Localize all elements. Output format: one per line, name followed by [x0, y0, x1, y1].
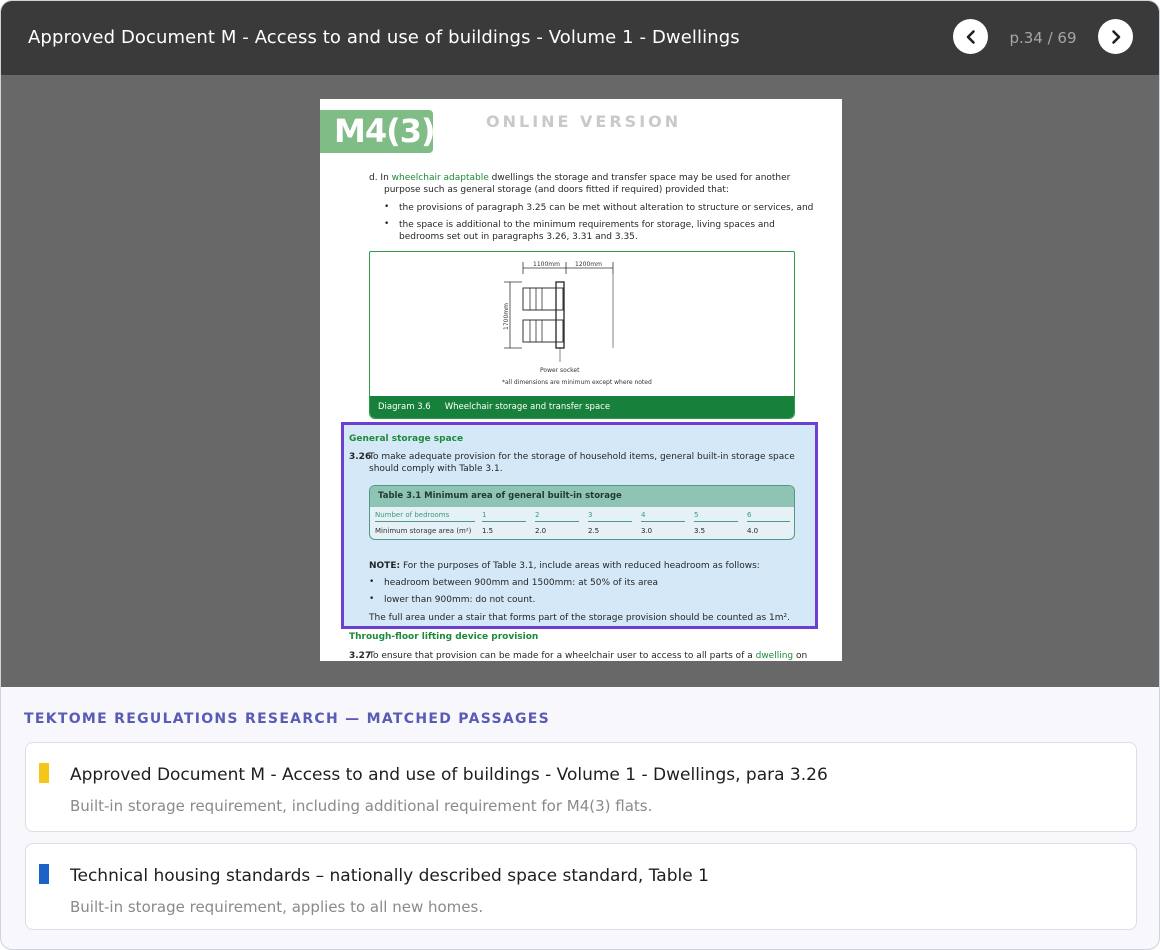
table-3-1 [369, 485, 795, 540]
dimension-label: 1100mm [533, 261, 560, 268]
page-viewer[interactable] [1, 75, 1160, 687]
viewer-header [1, 1, 1160, 75]
table-cell: 2.0 [535, 527, 547, 535]
note-bullet-2: lower than 900mm: do not count. [384, 595, 536, 605]
para-3-26-number: 3.26 [349, 452, 372, 462]
table-cell: 5 [694, 511, 699, 519]
next-page-button[interactable] [1098, 19, 1133, 54]
table-row-label: Minimum storage area (m²) [375, 527, 472, 535]
wheelchair-adaptable-link[interactable]: wheelchair adaptable [391, 173, 489, 183]
table-cell: 1 [482, 511, 487, 519]
para-3-26-line2: should comply with Table 3.1. [369, 464, 503, 474]
table-row-label: Number of bedrooms [375, 511, 450, 519]
table-cell: 4 [641, 511, 646, 519]
document-page [320, 99, 842, 661]
note-bullet-1: headroom between 900mm and 1500mm: at 50% of its area [384, 578, 659, 588]
passage-title: Technical housing standards – nationally described space standard, Table 1 [70, 866, 709, 886]
para-3-27-tail: on [793, 651, 808, 661]
power-socket-label: Power socket [540, 367, 580, 374]
para-d-line1 [369, 172, 790, 184]
document-title: Approved Document M - Access to and use of buildings - Volume 1 - Dwellings [28, 27, 740, 48]
m4-3-badge: M4(3) [320, 110, 433, 153]
matched-passage-card[interactable] [25, 843, 1137, 930]
table-cell: 2 [535, 511, 540, 519]
matched-passage-card[interactable] [25, 742, 1137, 832]
table-cell: 2.5 [588, 527, 600, 535]
online-version-watermark: ONLINE VERSION [486, 112, 682, 131]
note-text: For the purposes of Table 3.1, include areas with reduced headroom as follows: [400, 561, 760, 571]
para-d-rest: dwellings the storage and transfer space may be used for another [488, 173, 791, 183]
chevron-right-icon [1108, 29, 1124, 45]
para-3-26-line1: To make adequate provision for the storage of household items, general built-in storage space [369, 452, 795, 462]
para-3-27-text [369, 650, 807, 661]
source-marker [39, 864, 49, 884]
previous-page-button[interactable] [953, 19, 988, 54]
dwelling-link[interactable]: dwelling [755, 651, 794, 661]
source-marker [39, 763, 49, 783]
diagram-caption [370, 396, 794, 418]
table-cell: 6 [747, 511, 752, 519]
page-counter: p.34 / 69 [1009, 29, 1077, 47]
diagram-caption-label: Diagram 3.6 [378, 402, 431, 412]
bullet-dot: • [384, 202, 390, 212]
table-note [369, 560, 760, 572]
dimensions-note: *all dimensions are minimum except where noted [502, 379, 652, 386]
general-storage-heading: General storage space [349, 434, 464, 444]
para-d-bullet-1: the provisions of paragraph 3.25 can be met without alteration to structure or services, and [399, 203, 814, 213]
dimension-label: 1200mm [575, 261, 602, 268]
diagram-3-6 [369, 251, 795, 419]
table-cell: 3.0 [641, 527, 653, 535]
bullet-dot: • [369, 577, 375, 587]
matched-passages-title: TEKTOME REGULATIONS RESEARCH — MATCHED PASSAGES [24, 711, 551, 727]
passage-summary: Built-in storage requirement, applies to all new homes. [70, 898, 484, 916]
note-label: NOTE: [369, 561, 401, 571]
wheelchair-storage-drawing [370, 252, 795, 398]
para-d-bullet-2-line2: bedrooms set out in paragraphs 3.26, 3.31 and 3.35. [399, 232, 638, 242]
through-floor-lift-heading: Through-floor lifting device provision [349, 632, 539, 642]
bullet-dot: • [384, 219, 390, 229]
para-d-bullet-2-line1: the space is additional to the minimum requirements for storage, living spaces and [399, 220, 775, 230]
passage-summary: Built-in storage requirement, including additional requirement for M4(3) flats. [70, 797, 653, 815]
diagram-caption-text: Wheelchair storage and transfer space [444, 402, 611, 412]
para-3-27-number: 3.27 [349, 651, 372, 661]
table-cell: 3 [588, 511, 593, 519]
bullet-dot: • [369, 594, 375, 604]
chevron-left-icon [963, 29, 979, 45]
dimension-label: 1700mm [503, 303, 510, 330]
table-cell: 1.5 [482, 527, 494, 535]
para-3-27-body: To ensure that provision can be made for a wheelchair user to access to all parts of a [369, 651, 756, 661]
para-d-prefix: d. In [369, 173, 392, 183]
passage-title: Approved Document M - Access to and use of buildings - Volume 1 - Dwellings, para 3.26 [70, 765, 828, 785]
table-cell: 4.0 [747, 527, 759, 535]
table-cell: 3.5 [694, 527, 706, 535]
para-d-line2: purpose such as general storage (and doors fitted if required) provided that: [384, 185, 729, 195]
table-3-1-title: Table 3.1 Minimum area of general built-in storage [370, 486, 794, 507]
note-footer: The full area under a stair that forms part of the storage provision should be counted as 1m². [369, 613, 790, 623]
